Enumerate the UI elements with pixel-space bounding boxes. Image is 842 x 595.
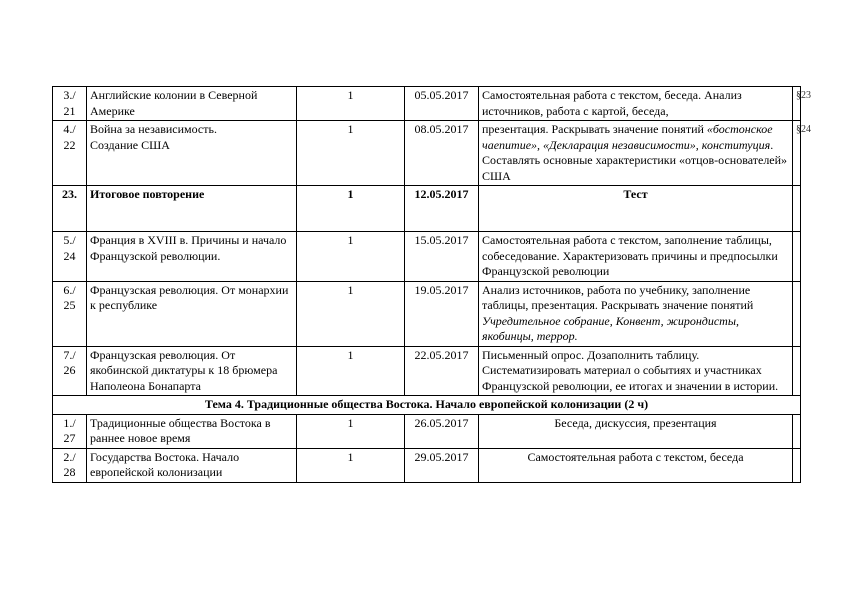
- lesson-topic: Французская революция. От якобинской диктатуры к 18 брюмера Наполеона Бонапарта: [87, 346, 297, 396]
- lesson-topic: Английские колонии в Северной Америке: [87, 87, 297, 121]
- lesson-topic: Итоговое повторение: [87, 186, 297, 232]
- lesson-date: 22.05.2017: [405, 346, 479, 396]
- lesson-hours: 1: [297, 281, 405, 346]
- lesson-date: 19.05.2017: [405, 281, 479, 346]
- lesson-hours: 1: [297, 121, 405, 186]
- lesson-activities: Беседа, дискуссия, презентация: [479, 414, 793, 448]
- lesson-activities: Тест: [479, 186, 793, 232]
- lesson-hours: 1: [297, 346, 405, 396]
- table-row: [53, 346, 801, 396]
- lesson-hours: 1: [297, 414, 405, 448]
- lesson-paragraph: [793, 232, 801, 282]
- lesson-number: 4./ 22: [53, 121, 87, 186]
- lesson-topic: Государства Востока. Начало европейской колонизации: [87, 448, 297, 482]
- lesson-paragraph: [793, 448, 801, 482]
- activities-text: Анализ источников, работа по учебнику, заполнение таблицы, презентация. Раскрывать значение понятий: [482, 282, 754, 312]
- table-row: [53, 87, 801, 121]
- activities-keywords: Учредительное собрание, Конвент, жирондисты, якобинцы, террор.: [482, 313, 739, 343]
- lesson-date: 08.05.2017: [405, 121, 479, 186]
- lesson-number: 5./ 24: [53, 232, 87, 282]
- lesson-activities: [479, 281, 793, 346]
- lesson-activities: Самостоятельная работа с текстом, заполнение таблицы, собеседование. Характеризовать причины и предпосылки Французской революции: [479, 232, 793, 282]
- lesson-paragraph: [793, 346, 801, 396]
- lesson-activities: [479, 121, 793, 186]
- table-row: [53, 186, 801, 232]
- lesson-number: 23.: [53, 186, 87, 232]
- lesson-number: 7./ 26: [53, 346, 87, 396]
- table-row: [53, 232, 801, 282]
- lesson-hours: 1: [297, 87, 405, 121]
- lesson-activities: Самостоятельная работа с текстом, беседа: [479, 448, 793, 482]
- section-title: Тема 4. Традиционные общества Востока. Начало европейской колонизации (2 ч): [53, 396, 801, 415]
- lesson-topic: Традиционные общества Востока в раннее новое время: [87, 414, 297, 448]
- lesson-date: 29.05.2017: [405, 448, 479, 482]
- table-row: [53, 281, 801, 346]
- lesson-topic: Французская революция. От монархии к республике: [87, 281, 297, 346]
- lesson-number: 3./ 21: [53, 87, 87, 121]
- lesson-activities: Письменный опрос. Дозаполнить таблицу. Систематизировать материал о событиях и участниках Французской революции, ее итогах и значении в истории.: [479, 346, 793, 396]
- table-row: [53, 121, 801, 186]
- lesson-number: 2./ 28: [53, 448, 87, 482]
- table-row: [53, 414, 801, 448]
- lesson-number: 6./ 25: [53, 281, 87, 346]
- section-row: [53, 396, 801, 415]
- lesson-activities: Самостоятельная работа с текстом, беседа. Анализ источников, работа с картой, беседа,: [479, 87, 793, 121]
- lesson-date: 15.05.2017: [405, 232, 479, 282]
- lesson-paragraph: §24: [793, 121, 801, 186]
- lesson-paragraph: [793, 281, 801, 346]
- lesson-date: 12.05.2017: [405, 186, 479, 232]
- lesson-date: 26.05.2017: [405, 414, 479, 448]
- lesson-topic: Война за независимость. Создание США: [87, 121, 297, 186]
- lesson-plan-table: [52, 86, 811, 483]
- lesson-topic: Франция в XVIII в. Причины и начало Французской революции.: [87, 232, 297, 282]
- lesson-paragraph: [793, 186, 801, 232]
- lesson-hours: 1: [297, 448, 405, 482]
- lesson-date: 05.05.2017: [405, 87, 479, 121]
- lesson-hours: 1: [297, 232, 405, 282]
- activities-text: презентация. Раскрывать значение понятий: [482, 122, 707, 136]
- lesson-paragraph: [793, 414, 801, 448]
- activities-text: . Составлять основные характеристики «отцов-основателей» США: [482, 137, 788, 183]
- table-row: [53, 448, 801, 482]
- activities-keywords: «бостонское чаепитие», «Декларация независимости», конституция: [482, 122, 773, 152]
- lesson-hours: 1: [297, 186, 405, 232]
- lesson-paragraph: §23: [793, 87, 801, 121]
- lesson-number: 1./ 27: [53, 414, 87, 448]
